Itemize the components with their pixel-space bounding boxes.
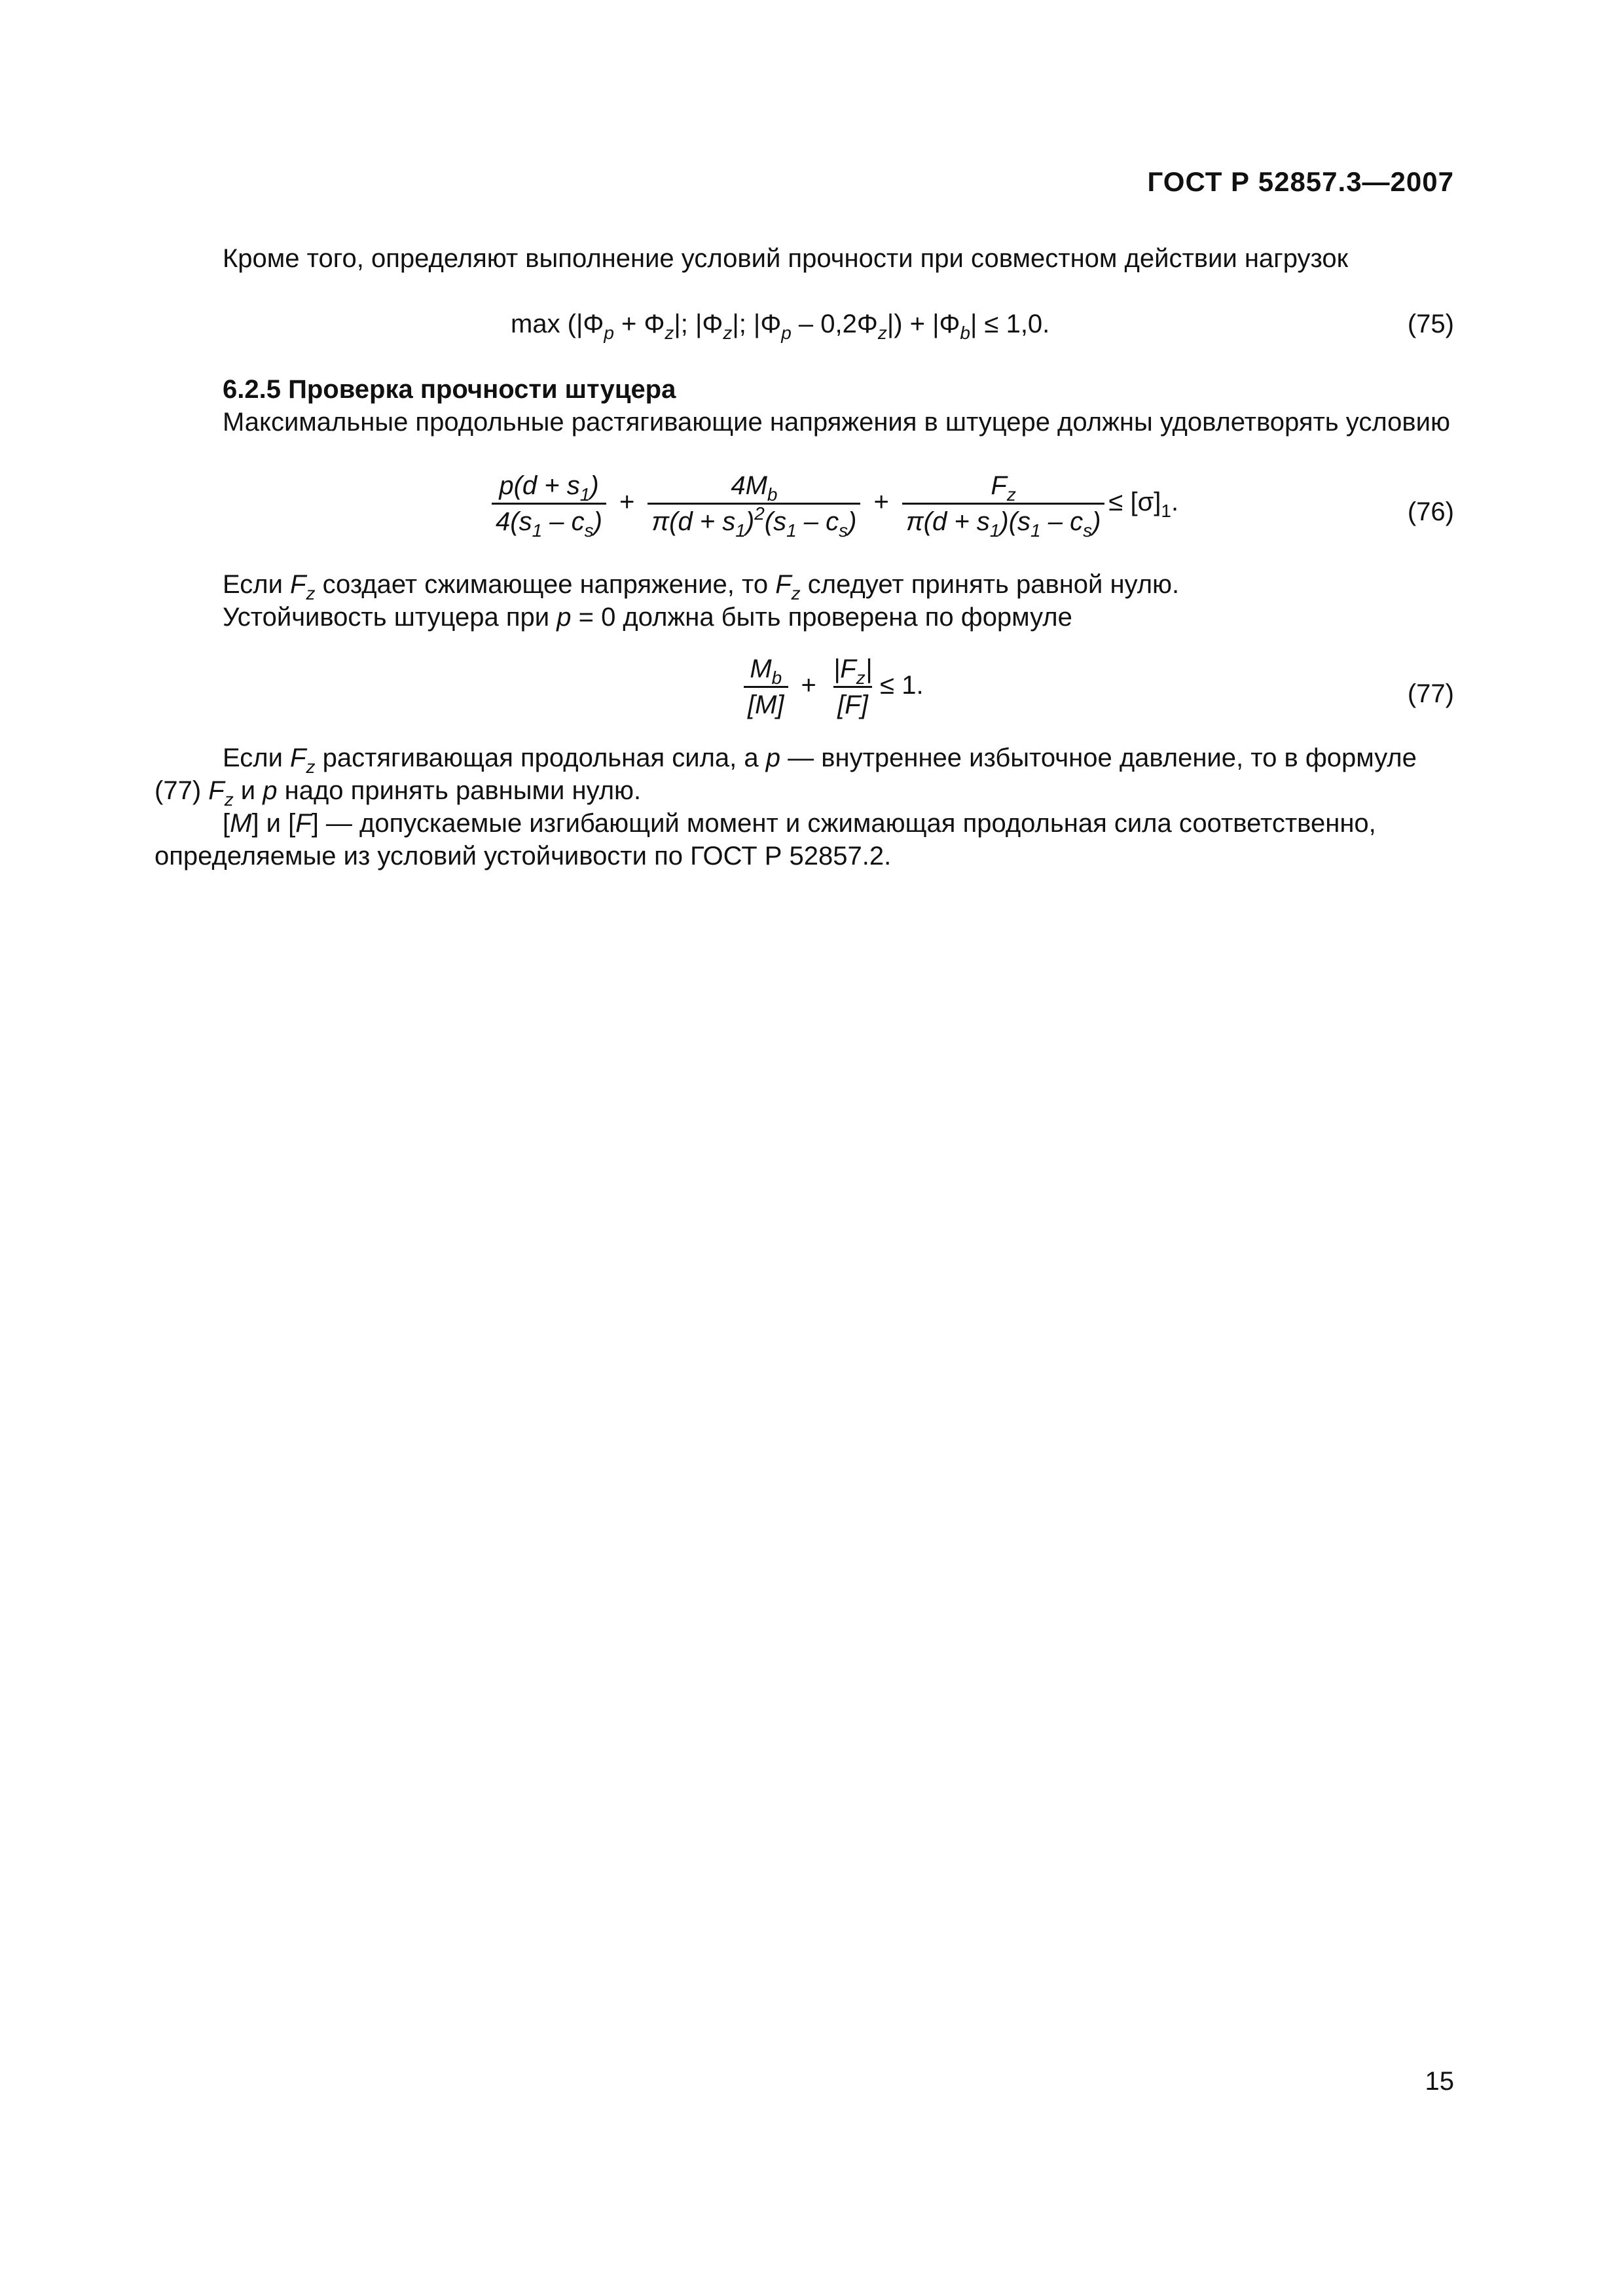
equation-number-76: (76) [1407, 497, 1454, 526]
paragraph-allowable-line2: определяемые из условий устойчивости по ГОСТ Р 52857.2. [155, 842, 892, 870]
paragraph-allowable: [M] и [F] — допускаемые изгибающий момент и сжимающая продольная сила соответственно, [223, 809, 1376, 838]
section-heading: 6.2.5 Проверка прочности штуцера [223, 375, 676, 404]
eq76-fraction-1: $\frac{p(d + s_1)}{4(s_1 - c_s)}$ [492, 471, 606, 536]
section-paragraph: Максимальные продольные растягивающие напряжения в штуцере должны удовлетворять условию [223, 408, 1450, 437]
page-number: 15 [1425, 2067, 1454, 2096]
equation-77: $\frac{M_b}{[M]}$ + $\frac{|F_z|}{[F]}$ ≤ 1. [740, 655, 924, 719]
paragraph-fz-tensile-line2: (77) $F_z$ и p надо принять равными нулю. [155, 776, 642, 810]
intro-paragraph: Кроме того, определяют выполнение условий прочности при совместном действии нагрузок [223, 244, 1349, 273]
equation-75: $\max (|\Phi_p + \Phi_z|$; $|\Phi_z|$; $|\Phi_p - 0,2\Phi_z|) + |\Phi_b| \le 1,0$. [511, 310, 1050, 343]
eq76-fraction-2: $\frac{4M_b}{\pi(d + s_1)^2(s_1 - c_s)}$ [647, 471, 860, 536]
equation-number-77: (77) [1407, 679, 1454, 708]
paragraph-stability: Устойчивость штуцера при p = 0 должна быть проверена по формуле [223, 603, 1072, 632]
equation-number-75: (75) [1407, 310, 1454, 338]
eq76-fraction-3: $\frac{F_z}{\pi(d + s_1)(s_1 - c_s)}$ [902, 471, 1105, 536]
paragraph-fz-tensile: Если $F_z$ растягивающая продольная сила, а p — внутреннее избыточное давление, то в формуле [223, 744, 1417, 777]
paragraph-fz-compressive: Если $F_z$ создает сжимающее напряжение, то $F_z$ следует принять равной нулю. [223, 570, 1180, 603]
eq77-fraction-1: $\frac{M_b}{[M]}$ [744, 655, 788, 719]
eq77-fraction-2: $\frac{|F_z|}{[F]}$ [833, 655, 873, 719]
document-header: ГОСТ Р 52857.3—2007 [1147, 166, 1454, 197]
equation-76: $\frac{p(d + s_1)}{4(s_1 - c_s)}$ + $\frac{4M_b}{\pi(d + s_1)^2(s_1 - c_s)}$ + $\frac{F_z}{\pi(d + s_1)(s_1 - c_s)}$ ≤ $[\sigma]_1$. [488, 471, 1178, 536]
